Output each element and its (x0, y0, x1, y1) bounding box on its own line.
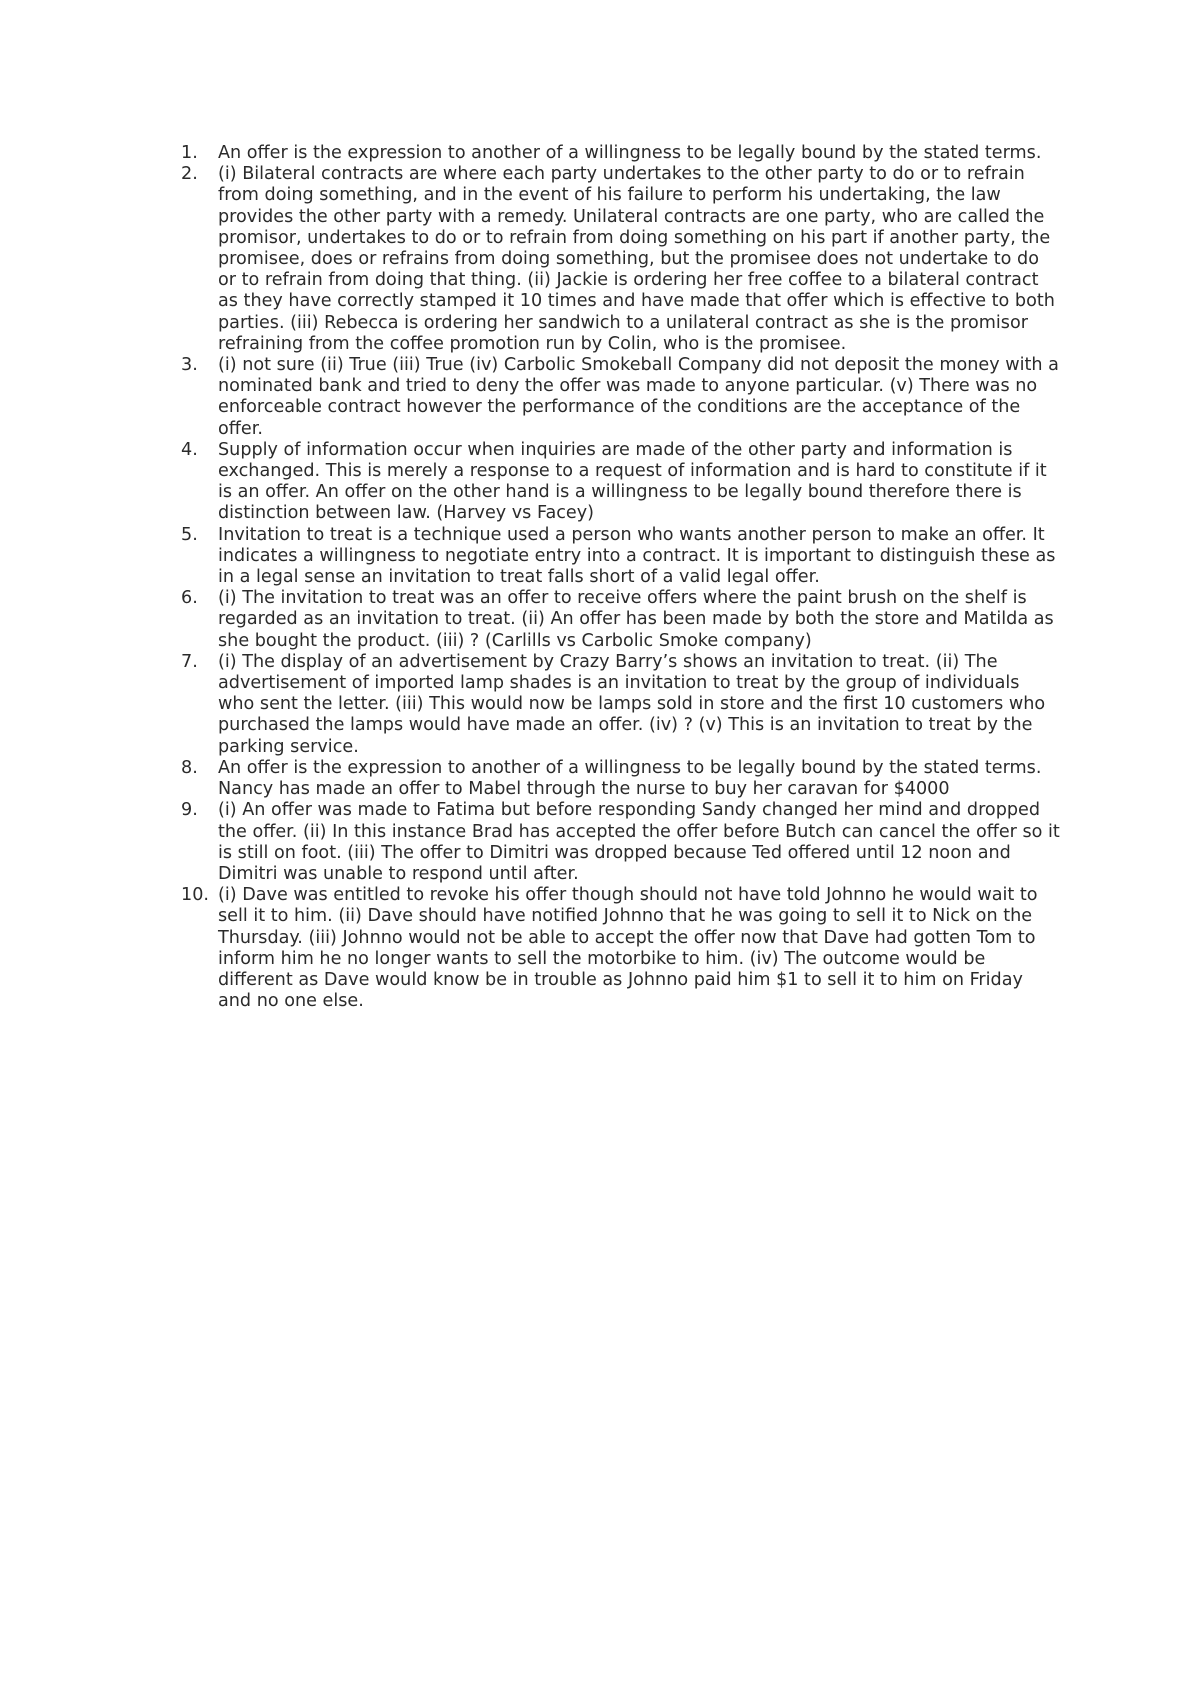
list-item (181, 800, 1061, 885)
list-item-text: (i) The invitation to treat was an offer to receive offers where the paint brush on the shelf is regarded as an invitation to treat. (ii) An offer has been made by both the store and Matilda as she bought the product. (iii) ? (Carlills vs Carbolic Smoke company) (218, 588, 1054, 651)
list-item-number: 9. (181, 800, 198, 821)
list-item-text: (i) Dave was entitled to revoke his offer though should not have told Johnno he would wait to sell it to him. (ii) Dave should have notified Johnno that he was going to sell it to Nick on the Thursday. (iii) Johnno would not be able to accept the offer now that Dave had gotten Tom to inform him he no longer wants to sell the motorbike to him. (iv) The outcome would be different as Dave would know be in trouble as Johnno paid him $1 to sell it to him on Friday and no one else. (218, 885, 1038, 1012)
list-item (181, 525, 1061, 589)
list-item (181, 652, 1061, 758)
list-item-text: An offer is the expression to another of a willingness to be legally bound by the stated terms. (218, 143, 1042, 163)
list-item-number: 2. (181, 164, 198, 185)
list-item-text: An offer is the expression to another of a willingness to be legally bound by the stated terms. Nancy has made an offer to Mabel through the nurse to buy her caravan for $4000 (218, 757, 1042, 800)
list-item (181, 355, 1061, 440)
list-item-text: Supply of information occur when inquiries are made of the other party and information is exchanged. This is merely a response to a request of information and is hard to constitute if it is an offer. An offer on the other hand is a willingness to be legally bound therefore there is distinction between law. (Harvey vs Facey) (218, 439, 1047, 524)
list-item-text: (i) An offer was made to Fatima but before responding Sandy changed her mind and dropped the offer. (ii) In this instance Brad has accepted the offer before Butch can cancel the offer so it is still on foot. (iii) The offer to Dimitri was dropped because Ted offered until 12 noon and Dimitri was unable to respond until after. (218, 800, 1060, 884)
list-item-number: 6. (181, 588, 198, 609)
list-item-text: (i) not sure (ii) True (iii) True (iv) Carbolic Smokeball Company did not deposit the money with a nominated bank and tried to deny the offer was made to anyone particular. (v) There was no enforceable contract however the performance of the conditions are the acceptance of the offer. (218, 355, 1059, 439)
list-item (181, 758, 1061, 800)
list-item (181, 885, 1061, 1012)
list-item (181, 164, 1061, 355)
answers-list (181, 143, 1061, 1012)
list-item (181, 588, 1061, 652)
list-item-text: (i) The display of an advertisement by Crazy Barry’s shows an invitation to treat. (ii) The advertisement of imported lamp shades is an invitation to treat by the group of individuals who sent the letter. (iii) This would now be lamps sold in store and the first 10 customers who purchased the lamps would have made an offer. (iv) ? (v) This is an invitation to treat by the parking service. (218, 651, 1046, 757)
list-item-number: 1. (181, 143, 198, 163)
list-item-text: Invitation to treat is a technique used a person who wants another person to make an offer. It indicates a willingness to negotiate entry into a contract. It is important to distinguish these as in a legal sense an invitation to treat falls short of a valid legal offer. (218, 524, 1056, 588)
list-item-number: 7. (181, 651, 198, 672)
list-item-text: (i) Bilateral contracts are where each party undertakes to the other party to do or to refrain from doing something, and in the event of his failure to perform his undertaking, the law provides the other party with a remedy. Unilateral contracts are one party, who are called the promisor, undertakes to do or to refrain from doing something on his part if another party, the promisee, does or refrains from doing something, but the promisee does not undertake to do or to refrain from doing that thing. (ii) Jackie is ordering her free coffee to a bilateral contract as they have correctly stamped it 10 times and have made that offer which is effective to both parties. (iii) Rebecca is ordering her sandwich to a unilateral contract as she is the promisor refraining from the coffee promotion run by Colin, who is the promisee. (218, 164, 1055, 354)
list-item-number: 4. (181, 439, 198, 460)
list-item-number: 10. (181, 885, 209, 906)
list-item (181, 143, 1061, 164)
list-item-number: 8. (181, 757, 198, 778)
list-item (181, 440, 1061, 525)
list-item-number: 5. (181, 524, 198, 545)
list-item-number: 3. (181, 355, 198, 376)
